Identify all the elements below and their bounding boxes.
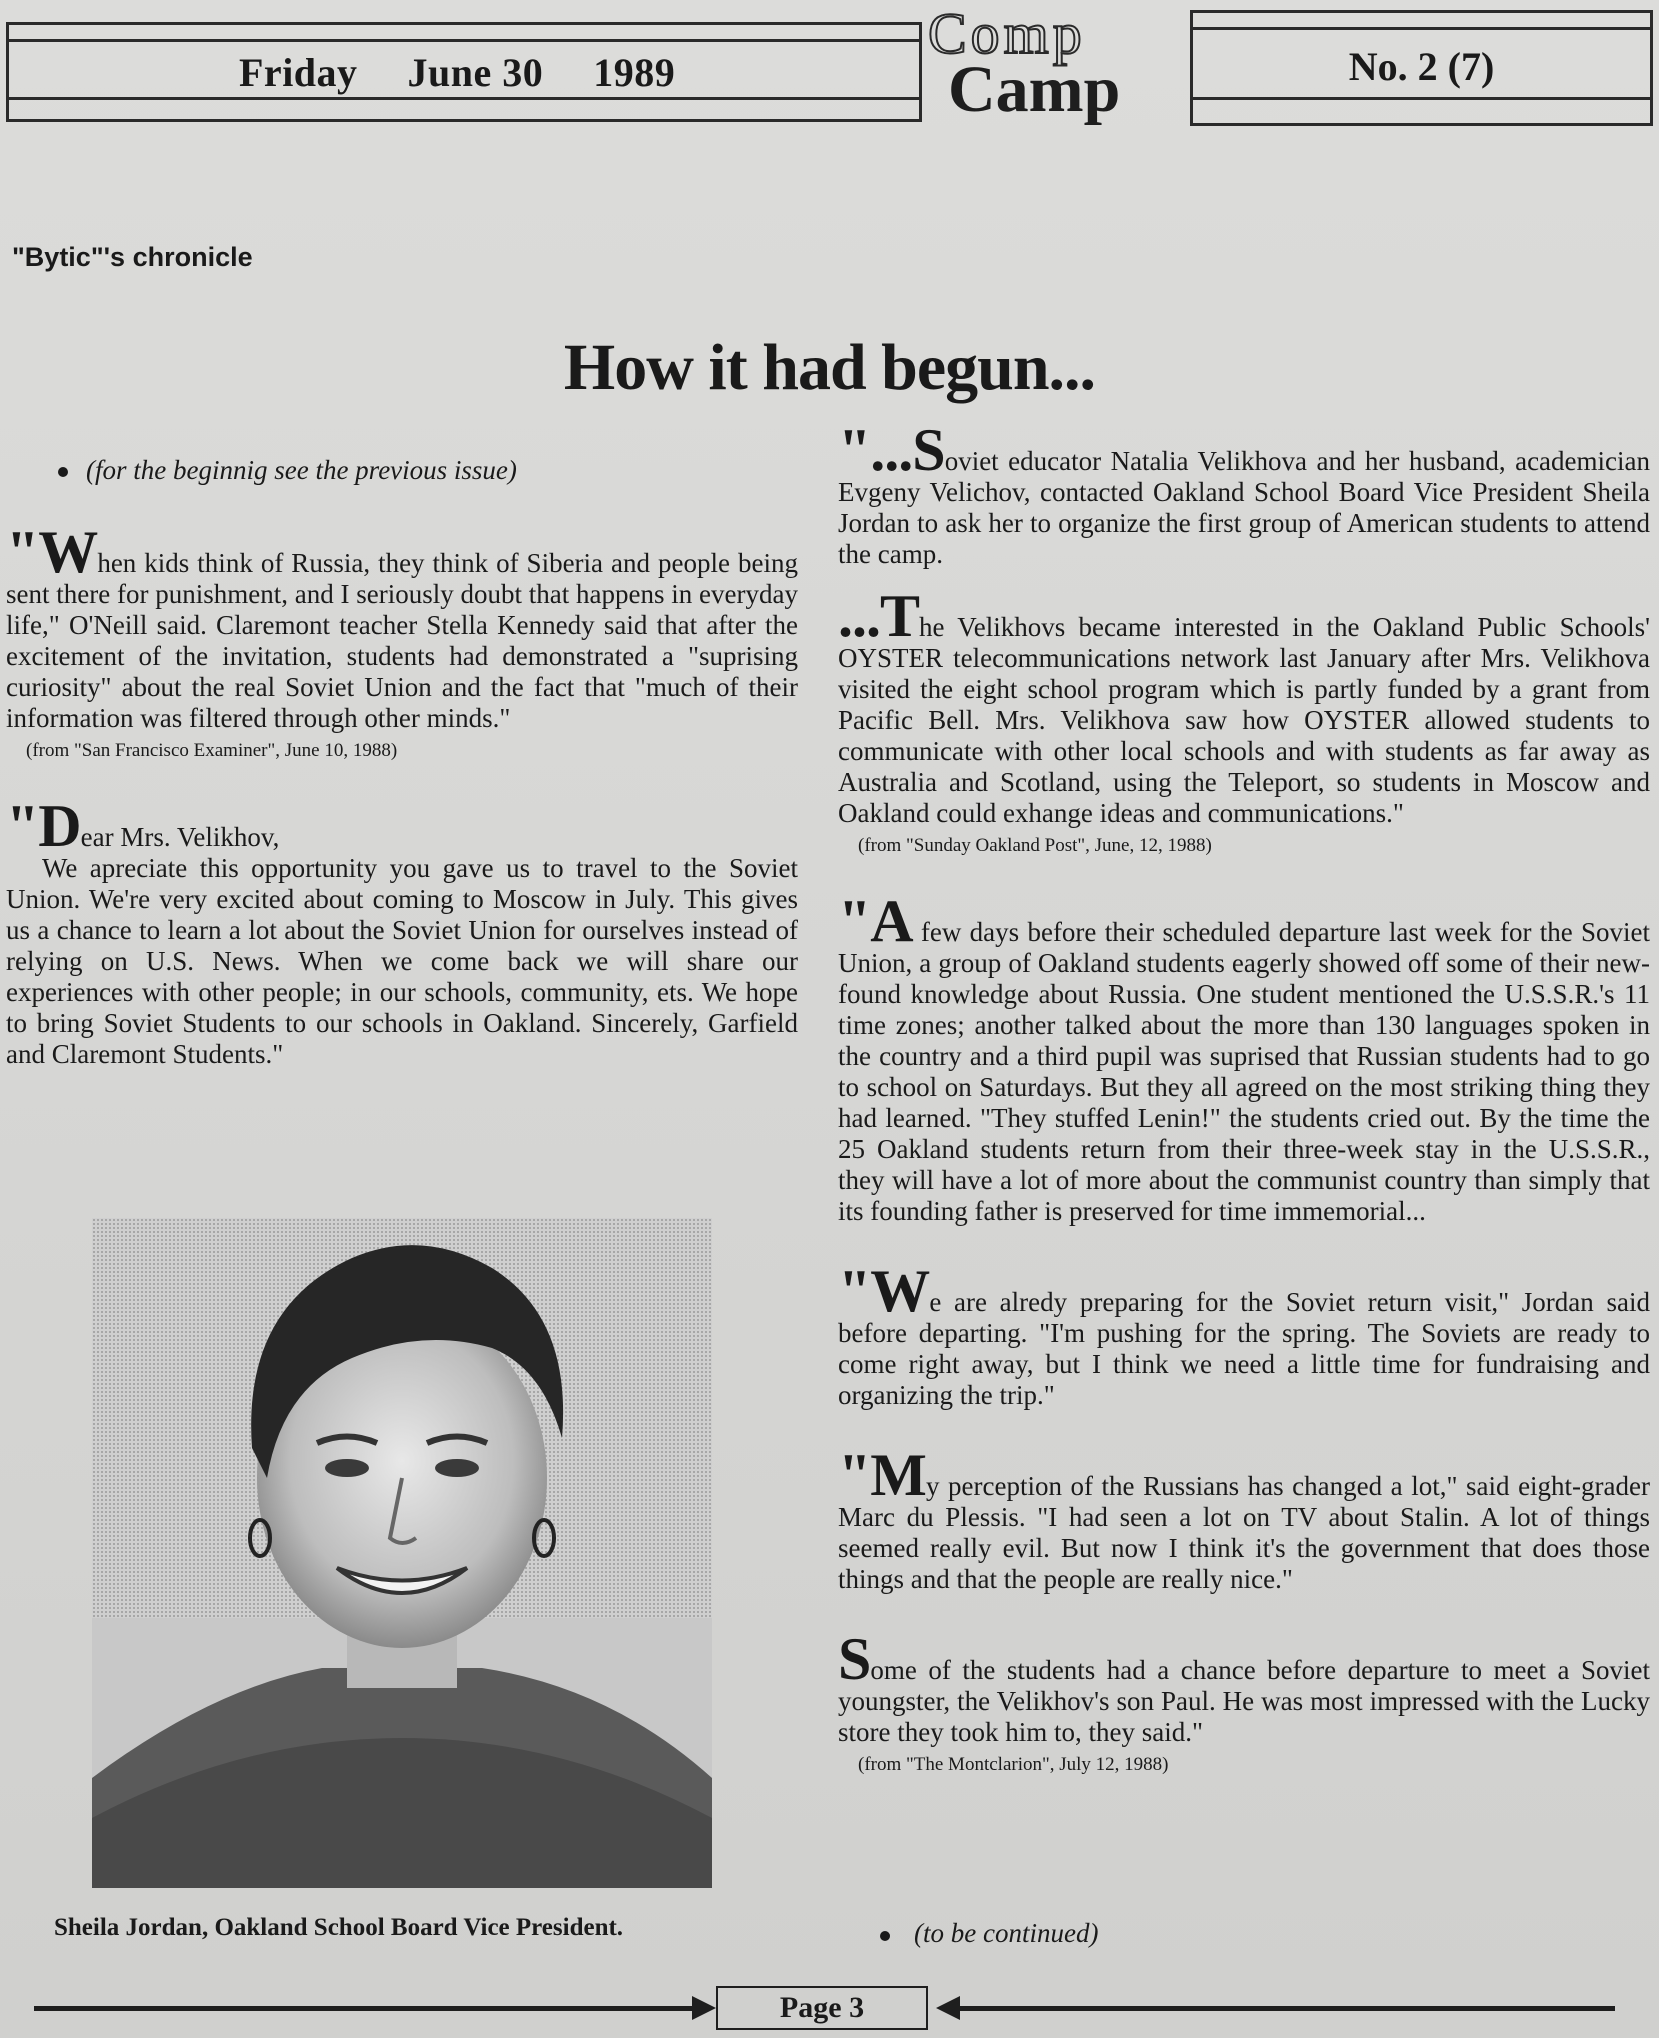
paragraph-soviet-youngster: Some of the students had a chance before departure to meet a Soviet youngster, the Velikhov's son Paul. He was most impressed with the Lucky store they took him to, they said." [838, 1626, 1650, 1747]
source-citation: (from "San Francisco Examiner", June 10, 1988) [26, 740, 398, 761]
source-citation: (from "The Montclarion", July 12, 1988) [858, 1754, 1169, 1775]
drop-cap: "A [838, 888, 913, 954]
drop-cap: "D [6, 793, 81, 859]
previous-issue-note: (for the beginnig see the previous issue) [6, 455, 798, 486]
paragraph-letter [6, 793, 798, 1070]
section-label: "Bytic"'s chronicle [12, 242, 253, 272]
to-be-continued-note: (to be continued) [880, 1918, 1098, 1949]
letter-salutation: ear Mrs. Velikhov, [80, 822, 280, 852]
bullet-icon [880, 1931, 890, 1941]
paragraph-perception: "My perception of the Russians has changed a lot," said eight-grader Marc du Plessis. "I had seen a lot on TV about Stalin. A lot of things seemed really evil. But now I think it's the government that does those things and that the people are really nice." [838, 1442, 1650, 1594]
paragraph-oyster: ...The Velikhovs became interested in the Oakland Public Schools' OYSTER telecommunications network last January after Mrs. Velikhova visited the eight school program which is partly funded by a grant from Pacific Bell. Mrs. Velikhova saw how OYSTER allowed students to communicate with other local schools and with students as far away as Australia and Scotland, using the Teleport, so students in Moscow and Oakland could exhange ideas and communications." [838, 583, 1650, 828]
paragraph-return-visit: "We are alredy preparing for the Soviet return visit," Jordan said before departing. "I'm pushing for the spring. The Soviets are ready to come right away, but I think we need a little time for fundraising and organizing the trip." [838, 1258, 1650, 1410]
drop-cap: "...S [838, 417, 945, 483]
article-headline: How it had begun... [563, 331, 1096, 404]
drop-cap: "M [838, 1442, 926, 1508]
paragraph-kids-russia: "When kids think of Russia, they think of Siberia and people being sent there for punishment, and I seriously doubt that happens in everyday life," O'Neill said. Claremont teacher Stella Kennedy said that after the excitement of the invitation, students had demonstrated a "suprising curiosity" about the real Soviet Union and the fact that "much of their information was filtered through other minds." [6, 519, 798, 733]
portrait-photo [92, 1218, 712, 1888]
source-citation: (from "Sunday Oakland Post", June, 12, 1988) [858, 835, 1212, 856]
photo-caption: Sheila Jordan, Oakland School Board Vice President. [54, 1914, 624, 1941]
masthead-month-day: June 30 [407, 50, 544, 95]
logo-comp: Comp [928, 1, 1086, 66]
letter-body: We apreciate this opportunity you gave us to travel to the Soviet Union. We're very excited about coming to Moscow in July. This gives us a chance to learn a lot about the Soviet Union for ourselves instead of relying on U.S. News. When we come back we will share our experiences with other people; in our schools, community, ets. We hope to bring Soviet Students to our schools in Oakland. Sincerely, Garfield and Claremont Students." [6, 853, 798, 1069]
bullet-icon [58, 467, 68, 477]
logo-camp: Camp [948, 53, 1121, 126]
paragraph-velikhova: "...Soviet educator Natalia Velikhova and her husband, academician Evgeny Velichov, contacted Oakland School Board Vice President Sheila Jordan to ask her to organize the first group of American students to attend the camp. [838, 417, 1650, 569]
right-column [838, 417, 1650, 1776]
masthead-date [9, 49, 919, 96]
left-column [6, 455, 798, 1070]
drop-cap: S [838, 1626, 871, 1692]
paragraph-departure: "A few days before their scheduled departure last week for the Soviet Union, a group of Oakland students eagerly showed off some of their new-found knowledge about Russia. One student mentioned the U.S.S.R.'s 11 time zones; another talked about the more than 130 languages spoken in the country and a third pupil was suprised that Russian students had to go to school on Saturdays. But they all agreed on the most striking thing they had learned. "They stuffed Lenin!" the students cried out. By the time the 25 Oakland students return from their three-week stay in the U.S.S.R., they will have a lot of more about the communist country than simply that its founding father is preserved for time immemorial... [838, 888, 1650, 1226]
footer-rule-right [960, 2006, 1615, 2011]
drop-cap: ...T [838, 583, 920, 649]
arrow-left-icon [936, 1996, 960, 2020]
drop-cap: "W [838, 1258, 930, 1324]
page-number: Page 3 [716, 1986, 928, 2030]
masthead-issue-box [1190, 10, 1653, 126]
arrow-right-icon [692, 1996, 716, 2020]
comp-camp-logo [928, 0, 1186, 130]
footer-rule-left [34, 2006, 694, 2011]
masthead-year: 1989 [593, 50, 676, 95]
masthead-date-box [6, 22, 922, 122]
masthead-day: Friday [239, 50, 358, 95]
page-footer [0, 1984, 1659, 2034]
drop-cap: "W [6, 519, 98, 585]
issue-number: No. 2 (7) [1348, 44, 1495, 89]
